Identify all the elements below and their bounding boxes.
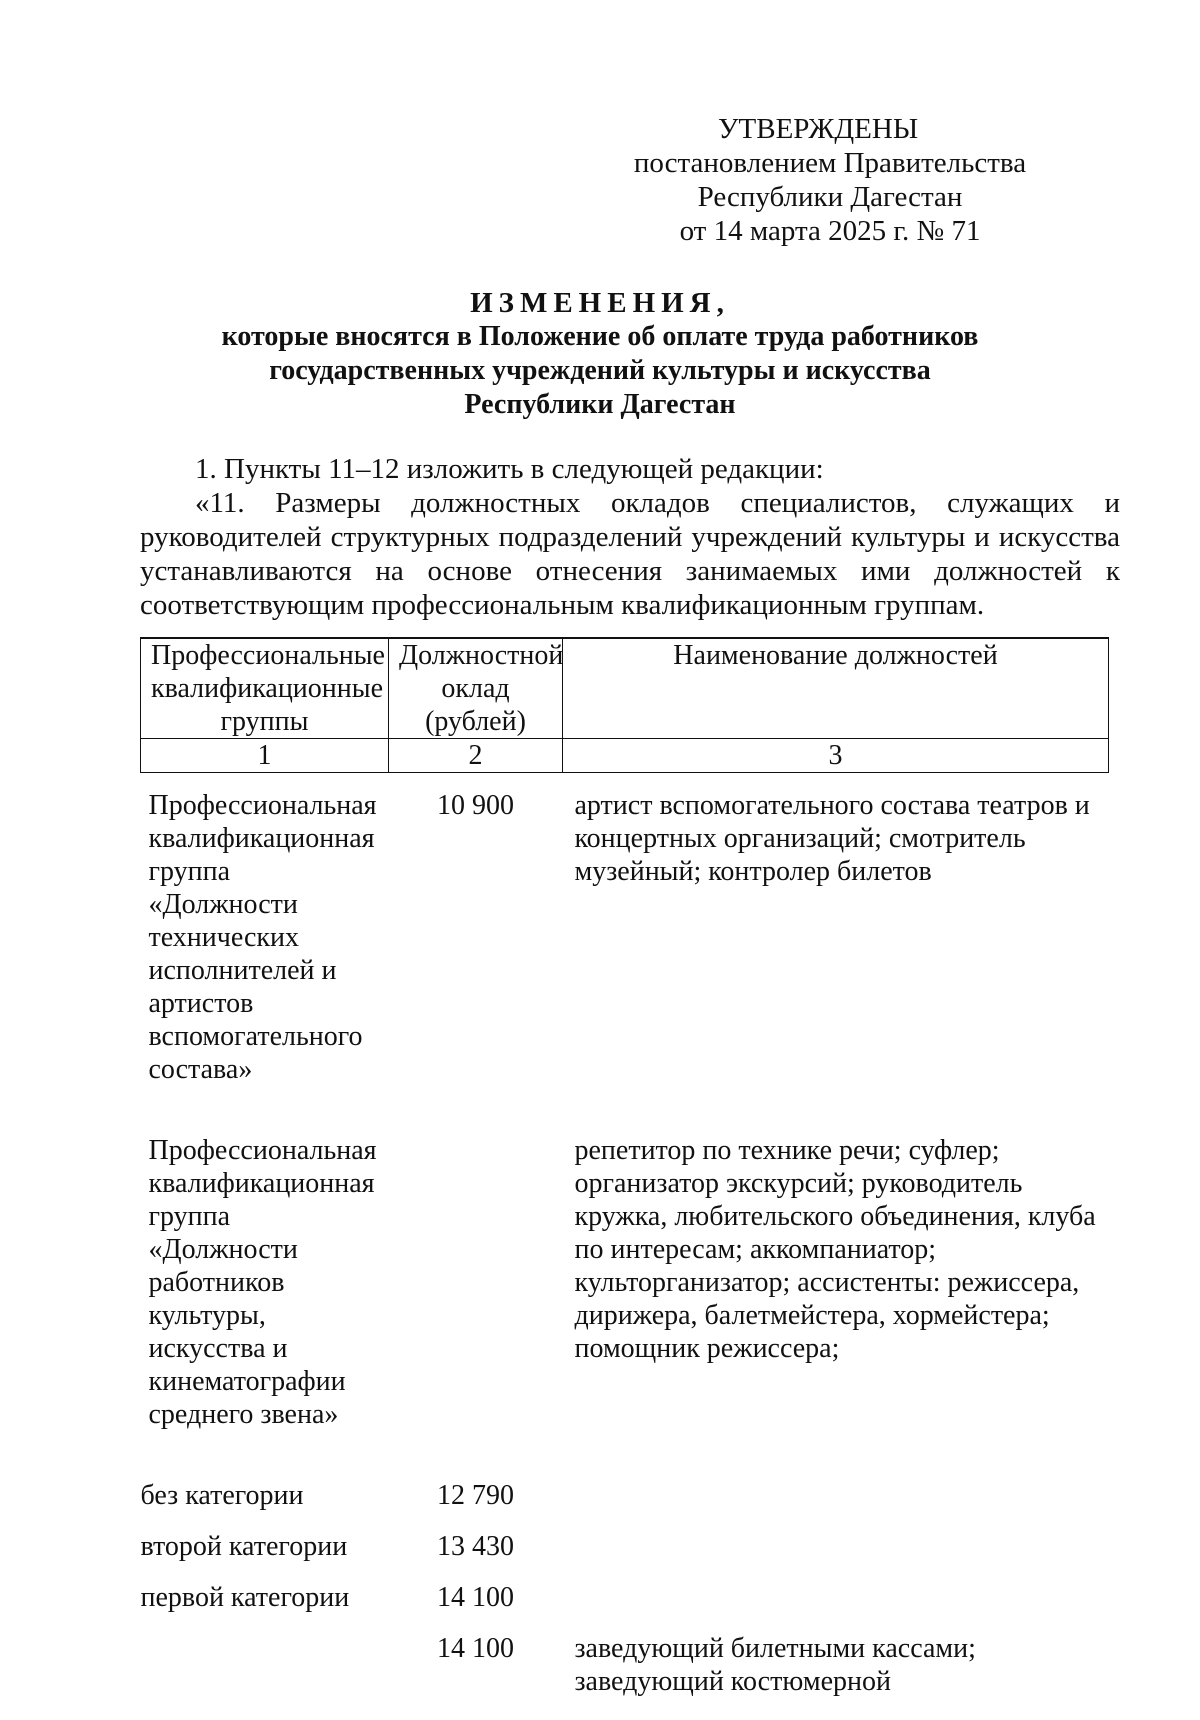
approval-line-3: Республики Дагестан (697, 181, 963, 213)
table-row (141, 789, 1109, 1086)
category-row (141, 1581, 1109, 1632)
category-row (141, 1479, 1109, 1530)
positions-cell: заведующий билетными кассами; заведующий костюмерной (574, 1633, 976, 1697)
approval-line-4: от 14 марта 2025 г. № 71 (679, 215, 981, 247)
title-main: ИЗМЕНЕНИЯ, (470, 287, 730, 319)
approval-line-1: УТВЕРЖДЕНЫ (718, 113, 919, 145)
table-row (141, 1632, 1109, 1698)
category-salary: 13 430 (437, 1531, 514, 1562)
category-label: без категории (140, 1480, 304, 1511)
table-row (141, 1134, 1109, 1431)
title-sub-2: государственных учреждений культуры и искусства (269, 355, 931, 386)
approval-stamp (610, 112, 1050, 248)
category-label: первой категории (140, 1582, 350, 1613)
column-number-3: 3 (563, 739, 1109, 773)
positions-cell: артист вспомогательного состава театров и концертных организаций; смотритель музейный; контролер билетов (574, 790, 1090, 887)
category-label: второй категории (140, 1531, 348, 1562)
table-number-row (141, 739, 1109, 773)
salary-cell (389, 1134, 563, 1431)
column-number-1: 1 (141, 739, 389, 773)
body-text (140, 452, 1120, 622)
category-salary: 14 100 (437, 1582, 514, 1613)
document-title (140, 286, 1060, 422)
group-cell: Профессиональная квалификационная группа «Должности работников культуры, искусства и кинематографии среднего звена» (148, 1135, 377, 1430)
salary-cell: 10 900 (437, 790, 514, 821)
positions-cell: репетитор по технике речи; суфлер; организатор экскурсий; руководитель кружка, любительского объединения, клуба по интересам; аккомпаниатор; культорганизатор; ассистенты: режиссера, дирижера, балетмейстера, хормейстера; помощник режиссера; (574, 1135, 1096, 1364)
title-sub-3: Республики Дагестан (464, 389, 736, 420)
table-header-row (141, 638, 1109, 739)
salary-cell: 14 100 (437, 1633, 514, 1664)
header-salary: Должностной оклад (рублей) (389, 638, 563, 739)
paragraph-1: 1. Пункты 11–12 изложить в следующей редакции: (195, 453, 824, 485)
header-positions: Наименование должностей (563, 638, 1109, 739)
title-sub-1: которые вносятся в Положение об оплате труда работников (221, 321, 979, 352)
paragraph-2: «11. Размеры должностных окладов специалистов, служащих и руководителей структурных подразделений учреждений культуры и искусства устанавливаются на основе отнесения занимаемых ими должностей к соответствующим профессиональным квалификационным группам. (140, 487, 1120, 621)
header-groups: Профессиональные квалификационные группы (141, 638, 389, 739)
approval-line-2: постановлением Правительства (633, 147, 1027, 179)
salary-table (140, 637, 1109, 1698)
group-cell: Профессиональная квалификационная группа «Должности технических исполнителей и артистов вспомогательного состава» (148, 790, 377, 1085)
category-salary: 12 790 (437, 1480, 514, 1511)
column-number-2: 2 (389, 739, 563, 773)
category-row (141, 1530, 1109, 1581)
